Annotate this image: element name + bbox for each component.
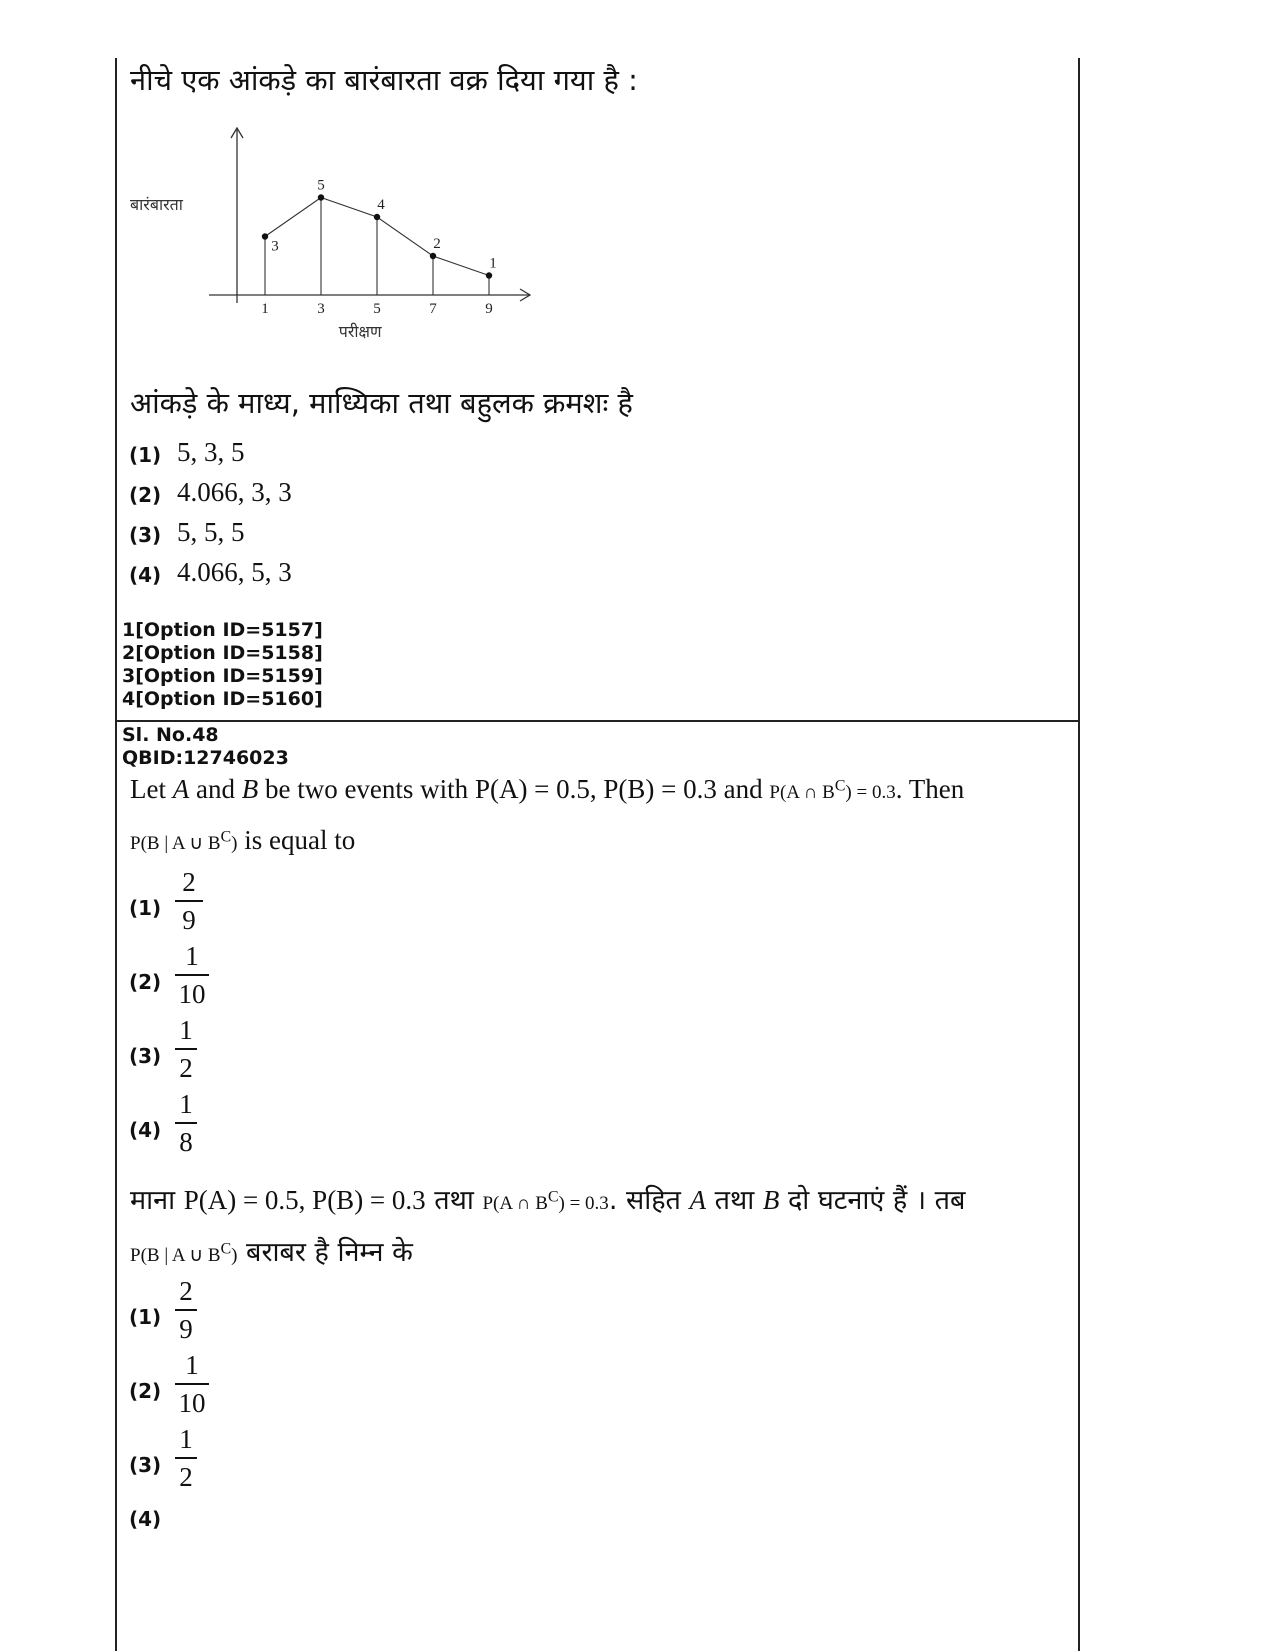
q48-hi-option-1-fraction: 2 9 [175,1275,197,1345]
q47-stem: नीचे एक आंकड़े का बारंबारता वक्र दिया गया है : [130,63,638,97]
option-id-4: 4[Option ID=5160] [122,688,323,710]
q48-en-option-4-number: (4) [129,1118,162,1142]
q47-option-4-number: (4) [129,563,162,587]
x-tick-label-4: 7 [429,301,437,317]
point-label-1: 3 [271,238,279,255]
data-point-3 [374,214,380,220]
q48-en-option-1-fraction: 2 9 [175,866,203,936]
q48-hi-option-3-number: (3) [129,1453,162,1477]
probability-expr: P(B | A ∪ $B^C$) [130,828,238,854]
point-label-3: 4 [377,197,385,213]
probability-expr-hi: P(B | A ∪ $B^C$) [130,1240,238,1266]
question-divider [115,720,1080,722]
q48-hi-option-1-number: (1) [129,1305,162,1329]
frequency-polygon-chart [125,120,585,360]
option-id-list [122,619,323,711]
x-tick-label-5: 9 [485,301,493,317]
q48-stem-hi-line1: माना P(A) = 0.5, P(B) = 0.3 तथा P(A ∩ $B^C) = 0.3$. सहित A तथा B दो घटनाएं हैं । तब [130,1185,966,1216]
data-point-4 [430,253,436,259]
data-point-2 [318,194,324,200]
x-tick-label-3: 5 [373,301,381,317]
q47-option-2-number: (2) [129,483,162,507]
condition-expr-hi: P(A ∩ $B^C) = 0.3$ [482,1188,609,1214]
condition-expr: P(A ∩ $B^C) = 0.3$ [769,777,896,803]
q48-stem-hi-line2: P(B | A ∪ $B^C$) बराबर है निम्न के [130,1237,413,1268]
point-label-4: 2 [433,236,441,252]
q48-hi-option-4-number: (4) [129,1507,162,1531]
q47-option-2-value: 4.066, 3, 3 [177,477,292,507]
option-id-3: 3[Option ID=5159] [122,665,323,687]
y-axis-label: बारंबारता [130,195,183,214]
q48-en-option-1-number: (1) [129,896,162,920]
x-tick-label-1: 1 [261,301,269,317]
data-point-1 [262,233,268,239]
q48-hi-option-2-number: (2) [129,1379,162,1403]
data-point-5 [486,272,492,278]
q48-hi-option-2-fraction: 1 10 [175,1349,209,1419]
x-tick-label-2: 3 [317,301,325,317]
q47-option-1-number: (1) [129,443,162,467]
q48-hi-option-3-fraction: 1 2 [175,1423,197,1493]
q48-en-option-2-fraction: 1 10 [175,940,209,1010]
q47-option-3-value: 5, 5, 5 [177,517,245,547]
qbid: QBID:12746023 [122,747,289,769]
q48-en-option-2-number: (2) [129,970,162,994]
point-label-5: 1 [489,255,497,272]
q48-meta [122,724,289,770]
q48-stem-en-line1: Let A and B be two events with P(A) = 0.5, P(B) = 0.3 and P(A ∩ $B^C) = 0.3$. Then [130,774,965,804]
option-id-1: 1[Option ID=5157] [122,619,323,641]
q48-en-option-3-number: (3) [129,1044,162,1068]
q47-option-4-value: 4.066, 5, 3 [177,557,292,587]
option-id-2: 2[Option ID=5158] [122,642,323,664]
q48-en-option-3-fraction: 1 2 [175,1014,197,1084]
q47-option-3-number: (3) [129,523,162,547]
q47-question: आंकड़े के माध्य, माध्यिका तथा बहुलक क्रमशः है [130,386,633,420]
q48-stem-en-line2: P(B | A ∪ $B^C$) is equal to [130,825,356,855]
serial-number: Sl. No.48 [122,724,219,746]
point-label-2: 5 [317,177,325,194]
x-axis-label: परीक्षण [338,322,382,341]
q47-option-1-value: 5, 3, 5 [177,437,245,467]
q48-en-option-4-fraction: 1 8 [175,1088,197,1158]
